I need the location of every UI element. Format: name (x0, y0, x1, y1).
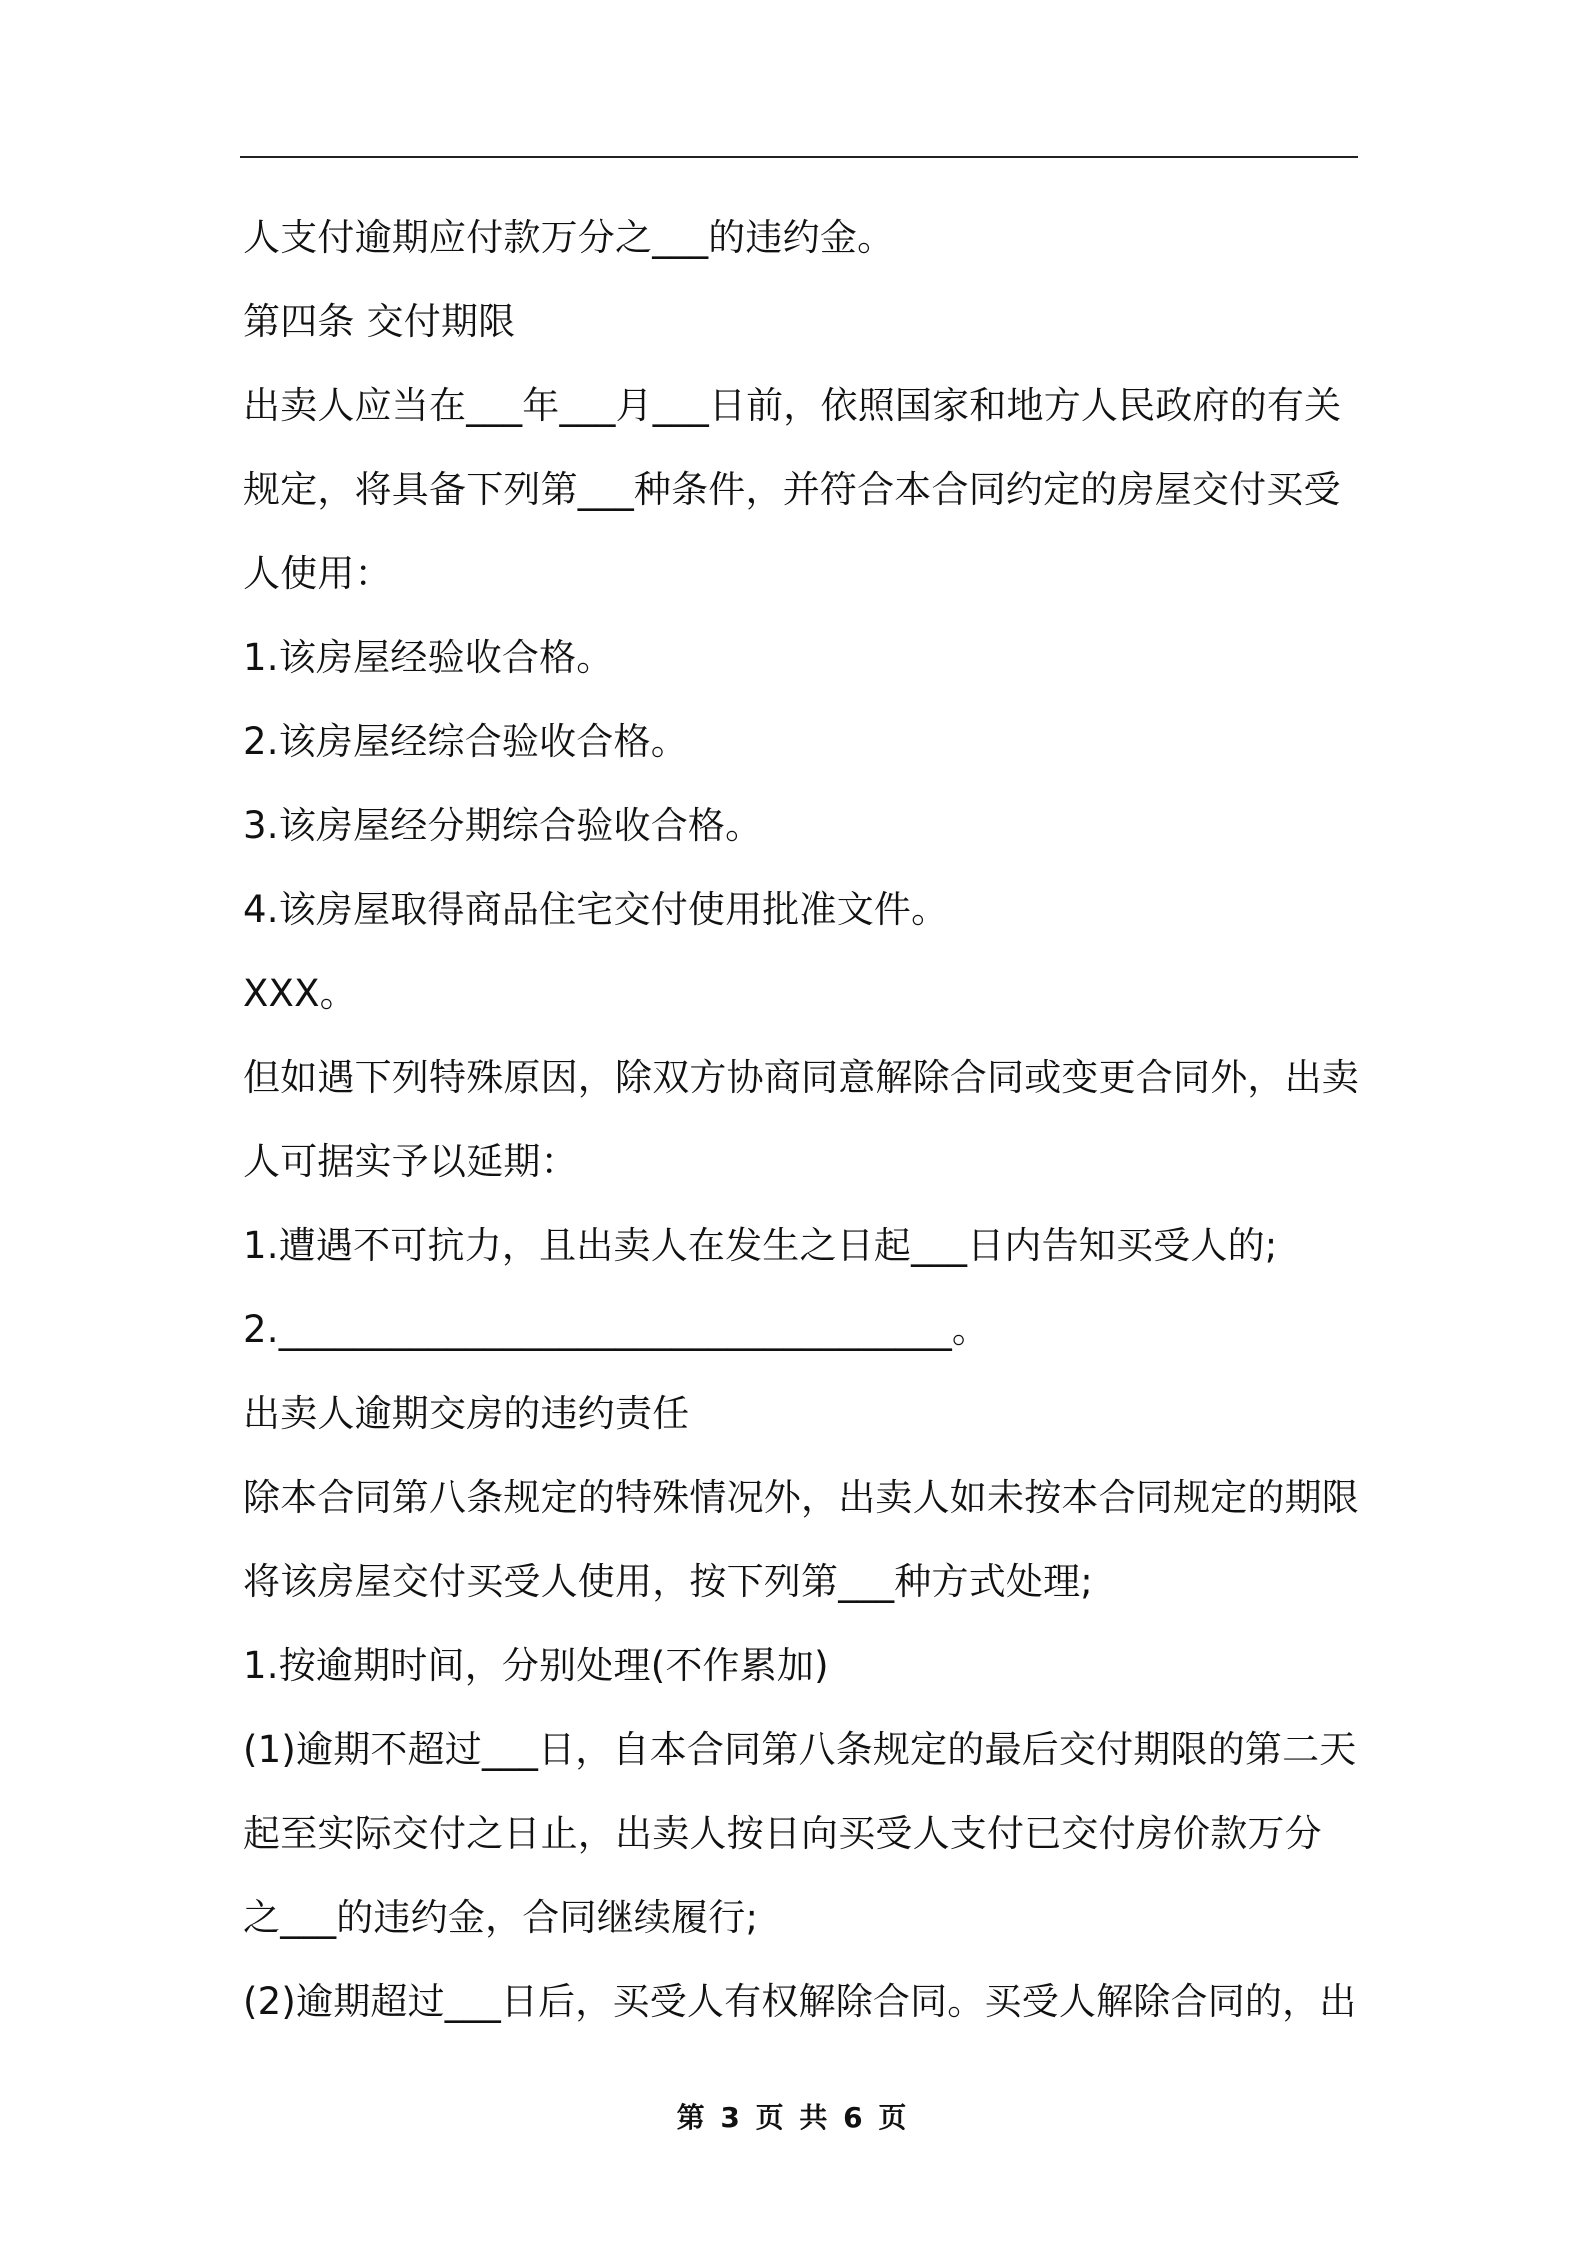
list-item: 2.该房屋经综合验收合格。 (243, 720, 688, 763)
list-item: (1)逾期不超过___日，自本合同第八条规定的最后交付期限的第二天 (243, 1728, 1357, 1771)
text-line: 规定，将具备下列第___种条件，并符合本合同约定的房屋交付买受 (243, 468, 1341, 511)
text-line: 将该房屋交付买受人使用，按下列第___种方式处理; (243, 1560, 1093, 1603)
text-line: 人可据实予以延期： (243, 1140, 578, 1183)
text-line: 出卖人应当在___年___月___日前，依照国家和地方人民政府的有关 (243, 384, 1342, 427)
text-line: 之___的违约金，合同继续履行; (243, 1896, 759, 1939)
text-line: 人使用： (243, 552, 392, 595)
section-heading: 出卖人逾期交房的违约责任 (243, 1392, 690, 1435)
list-item: 3.该房屋经分期综合验收合格。 (243, 804, 763, 847)
list-item: 1.按逾期时间，分别处理(不作累加) (243, 1644, 829, 1687)
text-line: XXX。 (243, 972, 357, 1015)
text-line: 除本合同第八条规定的特殊情况外，出卖人如未按本合同规定的期限 (243, 1476, 1359, 1519)
list-item: 1.遭遇不可抗力，且出卖人在发生之日起___日内告知买受人的; (243, 1224, 1278, 1267)
text-line: 人支付逾期应付款万分之___的违约金。 (243, 216, 895, 259)
text-line: 起至实际交付之日止，出卖人按日向买受人支付已交付房价款万分 (243, 1812, 1322, 1855)
section-heading: 第四条 交付期限 (243, 300, 516, 343)
document-body (243, 196, 1373, 2044)
text-line: 但如遇下列特殊原因，除双方协商同意解除合同或变更合同外，出卖 (243, 1056, 1359, 1099)
list-item: 4.该房屋取得商品住宅交付使用批准文件。 (243, 888, 949, 931)
list-item: 2.____________________________________。 (243, 1308, 990, 1351)
list-item: 1.该房屋经验收合格。 (243, 636, 614, 679)
header-rule (240, 156, 1358, 158)
page-number: 第 3 页 共 6 页 (676, 2101, 910, 2134)
list-item: (2)逾期超过___日后，买受人有权解除合同。买受人解除合同的，出 (243, 1980, 1357, 2023)
